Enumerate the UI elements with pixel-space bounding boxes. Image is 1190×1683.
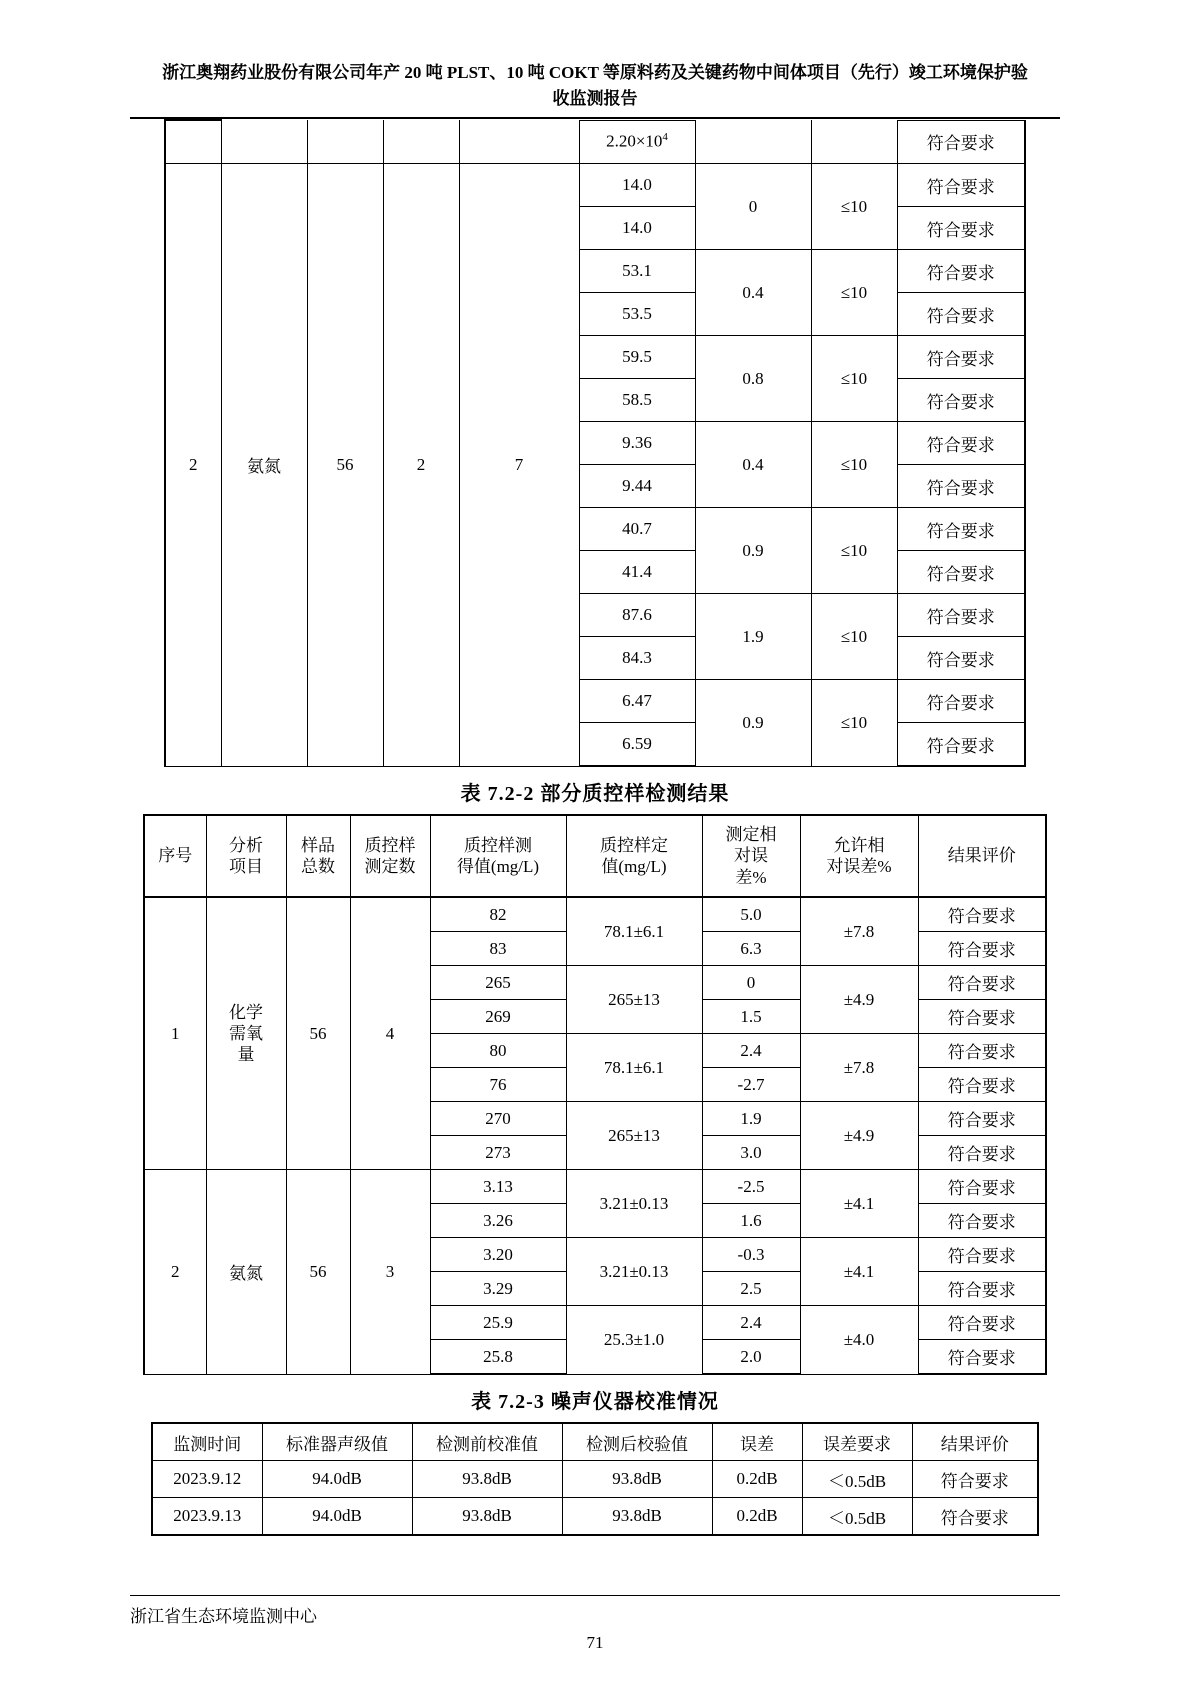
cell-measured-value: 41.4 [579,551,695,594]
cell-standard-level: 94.0dB [262,1461,412,1498]
cell-error-requirement: ＜0.5dB [802,1461,912,1498]
cell-rel-error: 1.9 [702,1102,800,1136]
header-error-requirement: 误差要求 [802,1423,912,1461]
cell-blank [165,120,221,164]
cell-result: 符合要求 [897,723,1025,767]
header-seq: 序号 [144,815,206,897]
cell-certified: 265±13 [566,966,702,1034]
cell-result: 符合要求 [918,1204,1046,1238]
header-measured: 质控样测 得值(mg/L) [430,815,566,897]
header-analysis-item: 分析 项目 [206,815,286,897]
cell-measured-value: 6.47 [579,680,695,723]
cell-error-requirement: ＜0.5dB [802,1498,912,1536]
cell-allow-error: ≤10 [811,508,897,594]
cell-allow-error: ≤10 [811,250,897,336]
cell-qc-count: 4 [350,897,430,1170]
cell-rel-error: 0 [695,164,811,250]
cell-measured-value: 6.59 [579,723,695,767]
cell-result: 符合要求 [897,508,1025,551]
cell-result: 符合要求 [897,336,1025,379]
header-qc-count: 质控样 测定数 [350,815,430,897]
cell-result: 符合要求 [897,293,1025,336]
cell-rel-error: 0.8 [695,336,811,422]
cell-result: 符合要求 [918,1136,1046,1170]
header-allow-error: 允许相 对误差% [800,815,918,897]
cell-rel-error: 2.0 [702,1340,800,1375]
cell-monitor-time: 2023.9.13 [152,1498,262,1536]
table-row [165,164,1025,207]
cell-allow-error: ±4.0 [800,1306,918,1375]
table-row [152,1461,1038,1498]
header-monitor-time: 监测时间 [152,1423,262,1461]
cell-analysis-item: 化学 需氧 量 [206,897,286,1170]
cell-rel-error: 0.9 [695,680,811,767]
cell-measured: 80 [430,1034,566,1068]
cell-measured-value: 53.5 [579,293,695,336]
cell-rel-error: 2.4 [702,1306,800,1340]
cell-measured: 3.20 [430,1238,566,1272]
cell-result: 符合要求 [918,932,1046,966]
cell-blank [221,120,307,164]
cell-parallel-count: 7 [459,164,579,767]
cell-result: 符合要求 [897,422,1025,465]
cell-result: 符合要求 [918,1034,1046,1068]
table-continued-quality-control [164,119,1026,767]
cell-allow-error: ≤10 [811,422,897,508]
cell-allow-error: ±4.1 [800,1170,918,1238]
cell-rel-error: -2.7 [702,1068,800,1102]
cell-measured-value: 84.3 [579,637,695,680]
cell-error: 0.2dB [712,1498,802,1536]
cell-result: 符合要求 [897,680,1025,723]
cell-measured: 265 [430,966,566,1000]
cell-result: 符合要求 [918,1000,1046,1034]
cell-rel-error: -0.3 [702,1238,800,1272]
cell-measured: 25.9 [430,1306,566,1340]
cell-blank [459,120,579,164]
cell-rel-error: 1.5 [702,1000,800,1034]
cell-allow-error: ≤10 [811,336,897,422]
cell-rel-error: 0 [702,966,800,1000]
cell-certified: 25.3±1.0 [566,1306,702,1375]
header-result: 结果评价 [918,815,1046,897]
cell-seq: 1 [144,897,206,1170]
cell-measured-value: 59.5 [579,336,695,379]
table-row [144,897,1046,932]
table-header-row [144,815,1046,897]
cell-result: 符合要求 [897,207,1025,250]
cell-result: 符合要求 [897,551,1025,594]
cell-rel-error: 3.0 [702,1136,800,1170]
cell-post-calibration: 93.8dB [562,1461,712,1498]
cell-sample-total: 56 [307,164,383,767]
cell-rel-error: 0.4 [695,250,811,336]
cell-allow-error: ±7.8 [800,897,918,966]
cell-result: 符合要求 [918,1102,1046,1136]
cell-measured-value: 14.0 [579,164,695,207]
header-line-1: 浙江奥翔药业股份有限公司年产 20 吨 PLST、10 吨 COKT 等原料药及关键药物中间体项目（先行）竣工环境保护验 [162,63,1028,82]
cell-rel-error: 1.6 [702,1204,800,1238]
cell-result: 符合要求 [897,250,1025,293]
table-row [165,120,1025,164]
cell-result: 符合要求 [918,966,1046,1000]
cell-certified: 3.21±0.13 [566,1238,702,1306]
cell-rel-error: 1.9 [695,594,811,680]
cell-sample-total: 56 [286,1170,350,1375]
header-sample-total: 样品 总数 [286,815,350,897]
cell-measured: 270 [430,1102,566,1136]
cell-pre-calibration: 93.8dB [412,1498,562,1536]
cell-measured-value: 9.36 [579,422,695,465]
page-footer [0,1595,1190,1652]
cell-measured-value: 40.7 [579,508,695,551]
cell-rel-error: 2.4 [702,1034,800,1068]
header-result: 结果评价 [912,1423,1038,1461]
cell-blank [811,120,897,164]
cell-result: 符合要求 [918,1340,1046,1375]
cell-result: 符合要求 [912,1461,1038,1498]
cell-rel-error: 0.9 [695,508,811,594]
header-certified: 质控样定 值(mg/L) [566,815,702,897]
cell-allow-error: ±4.9 [800,1102,918,1170]
cell-post-calibration: 93.8dB [562,1498,712,1536]
cell-monitor-time: 2023.9.12 [152,1461,262,1498]
header-pre-calibration: 检测前校准值 [412,1423,562,1461]
table-row [152,1498,1038,1536]
table-qc-caption: 表 7.2-2 部分质控样检测结果 [460,783,730,805]
cell-standard-level: 94.0dB [262,1498,412,1536]
cell-result: 符合要求 [897,594,1025,637]
cell-result: 符合要求 [918,1272,1046,1306]
cell-measured: 76 [430,1068,566,1102]
cell-qc-count: 2 [383,164,459,767]
cell-measured-value: 9.44 [579,465,695,508]
cell-result: 符合要求 [897,164,1025,207]
cell-result: 符合要求 [918,897,1046,932]
cell-analysis-item: 氨氮 [206,1170,286,1375]
cell-rel-error: 0.4 [695,422,811,508]
header-post-calibration: 检测后校验值 [562,1423,712,1461]
cell-measured-value: 53.1 [579,250,695,293]
cell-result: 符合要求 [912,1498,1038,1536]
cell-result: 符合要求 [897,465,1025,508]
cell-result: 符合要求 [918,1306,1046,1340]
cell-result: 符合要求 [918,1238,1046,1272]
table-header-row [152,1423,1038,1461]
cell-allow-error: ±4.9 [800,966,918,1034]
cell-sample-total: 56 [286,897,350,1170]
cell-blank [383,120,459,164]
header-line-2: 收监测报告 [552,88,638,108]
cell-measured: 83 [430,932,566,966]
header-error: 误差 [712,1423,802,1461]
cell-blank [695,120,811,164]
cell-result: 符合要求 [918,1068,1046,1102]
page-header [155,60,1035,111]
cell-measured-value: 14.0 [579,207,695,250]
cell-certified: 3.21±0.13 [566,1170,702,1238]
cell-measured: 25.8 [430,1340,566,1375]
cell-rel-error: -2.5 [702,1170,800,1204]
cell-result: 符合要求 [897,120,1025,164]
cell-measured-value: $2.20\times 10^4$ [579,120,695,164]
cell-measured: 269 [430,1000,566,1034]
cell-measured: 273 [430,1136,566,1170]
header-rel-error: 测定相 对误 差% [702,815,800,897]
table-noise-calibration [151,1422,1039,1536]
cell-certified: 78.1±6.1 [566,897,702,966]
table-noise-caption: 表 7.2-3 噪声仪器校准情况 [471,1391,719,1413]
cell-allow-error: ±4.1 [800,1238,918,1306]
cell-seq: 2 [144,1170,206,1375]
footer-organization: 浙江省生态环境监测中心 [130,1607,317,1626]
cell-certified: 265±13 [566,1102,702,1170]
cell-measured: 82 [430,897,566,932]
cell-qc-count: 3 [350,1170,430,1375]
table-row [144,1170,1046,1204]
cell-allow-error: ≤10 [811,594,897,680]
cell-allow-error: ±7.8 [800,1034,918,1102]
header-standard-level: 标准器声级值 [262,1423,412,1461]
cell-certified: 78.1±6.1 [566,1034,702,1102]
cell-result: 符合要求 [918,1170,1046,1204]
cell-seq: 2 [165,164,221,767]
cell-result: 符合要求 [897,637,1025,680]
table-qc-results [143,814,1047,1375]
cell-measured: 3.29 [430,1272,566,1306]
cell-measured: 3.13 [430,1170,566,1204]
cell-allow-error: ≤10 [811,164,897,250]
cell-blank [307,120,383,164]
cell-measured-value: 58.5 [579,379,695,422]
cell-measured: 3.26 [430,1204,566,1238]
cell-measured-value: 87.6 [579,594,695,637]
cell-error: 0.2dB [712,1461,802,1498]
cell-allow-error: ≤10 [811,680,897,767]
cell-pre-calibration: 93.8dB [412,1461,562,1498]
cell-rel-error: 2.5 [702,1272,800,1306]
cell-rel-error: 6.3 [702,932,800,966]
cell-result: 符合要求 [897,379,1025,422]
page-number: 71 [586,1633,604,1652]
cell-rel-error: 5.0 [702,897,800,932]
cell-analysis-item: 氨氮 [221,164,307,767]
